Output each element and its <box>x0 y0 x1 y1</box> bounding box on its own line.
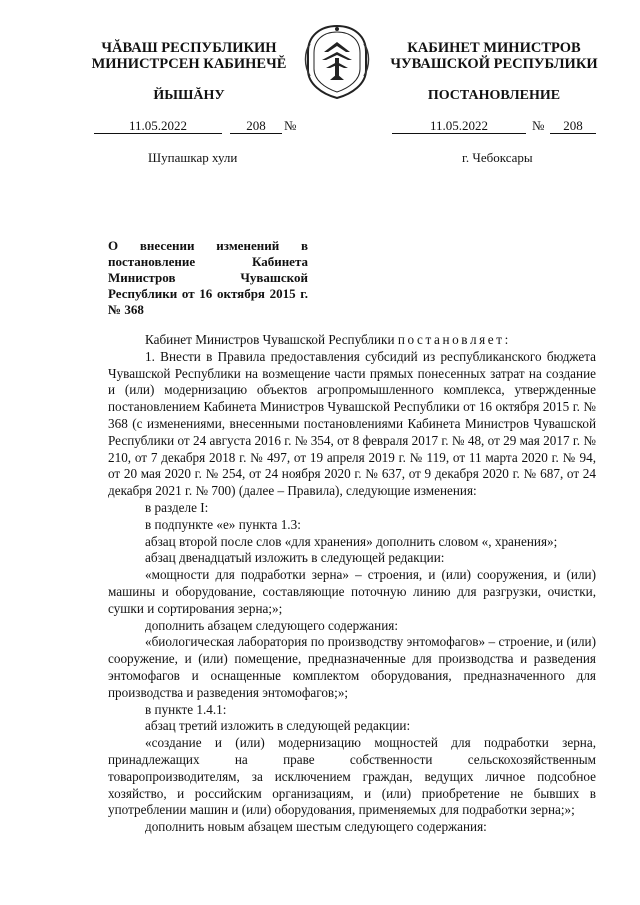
reg-line-right <box>392 118 600 134</box>
header-right-line2: ЧУВАШСКОЙ РЕСПУБЛИКИ <box>390 56 598 72</box>
body-paragraph: «биологическая лаборатория по производству энтомофагов» – строение, и (или) сооружение, и (или) помещение, предназначенные для производства и разведения энтомофагов и оснащенные комплектом оборудования, предназначенного для производства и разведения энтомофагов;»; <box>108 634 596 700</box>
reg-date-left: 11.05.2022 <box>94 118 222 134</box>
chuvash-coat-of-arms-icon <box>302 22 372 100</box>
body-paragraph: в подпункте «е» пункта 1.3: <box>145 516 301 532</box>
header-left-line2: МИНИСТРСЕН КАБИНЕЧĔ <box>91 56 287 72</box>
preamble <box>108 332 596 349</box>
preamble-verb: постановляет: <box>397 332 511 347</box>
place-left: Шупашкар хули <box>148 150 238 165</box>
reg-number-right: 208 <box>550 118 596 134</box>
header-right <box>378 40 610 72</box>
body-paragraph: 1. Внести в Правила предоставления субсидий из республиканского бюджета Чувашской Республики на возмещение части прямых понесенных затрат на создание и (или) модернизацию объектов агропромышленного комплекса, утвержденные постановлением Кабинета Министров Чувашской Республики от 16 октября 2015 г. № 368 (с изменениями, внесенными постановлениями Кабинета Министров Чувашской Республики от 24 августа 2016 г. № 354, от 8 февраля 2017 г. № 48, от 29 мая 2017 г. № 210, от 7 декабря 2018 г. № 497, от 19 апреля 2019 г. № 119, от 11 марта 2020 г. № 94, от 20 мая 2020 г. № 254, от 24 ноября 2020 г. № 637, от 9 декабря 2020 г. № 687, от 24 декабря 2021 г. № 700) (далее – Правила), следующие изменения: <box>108 348 596 499</box>
body-paragraph: в пункте 1.4.1: <box>145 701 227 717</box>
body-paragraph: абзац второй после слов «для хранения» дополнить словом «, хранения»; <box>145 533 558 549</box>
place-right: г. Чебоксары <box>462 150 533 165</box>
document-body <box>108 332 596 836</box>
header-left-line1: ЧĂВАШ РЕСПУБЛИКИН <box>101 40 277 56</box>
body-paragraph: дополнить абзацем следующего содержания: <box>145 617 399 633</box>
reg-line-left <box>94 118 308 134</box>
body-paragraph: абзац третий изложить в следующей редакции: <box>145 718 411 734</box>
body-paragraph: абзац двенадцатый изложить в следующей редакции: <box>145 550 445 566</box>
reg-number-left: 208 <box>230 118 282 134</box>
reg-num-sign-left: № <box>284 118 297 133</box>
preamble-prefix: Кабинет Министров Чувашской Республики <box>145 332 398 347</box>
body-paragraph: «создание и (или) модернизацию мощностей для подработки зерна, принадлежащих на праве собственности сельскохозяйственным товаропроизводителям, за исключением граждан, ведущих личное подсобное хозяйство, и российским организациям, и (или) приобретение не бывших в употреблении машин и (или) оборудования, применяемых для подработки зерна;»; <box>108 735 596 818</box>
reg-num-sign-right: № <box>532 118 545 133</box>
body-paragraph: дополнить новым абзацем шестым следующего содержания: <box>145 819 487 835</box>
header-left <box>84 40 294 72</box>
reg-date-right: 11.05.2022 <box>392 118 526 134</box>
header-right-line1: КАБИНЕТ МИНИСТРОВ <box>407 40 581 56</box>
doc-type-left: ЙЫШĂНУ <box>153 88 225 103</box>
body-paragraph: в разделе I: <box>145 499 209 515</box>
body-paragraph: «мощности для подработки зерна» – строения, и (или) сооружения, и (или) машины и оборудование, составляющие поточную линию для разгрузки, очистки, сушки и сортирования зерна;»; <box>108 567 596 616</box>
document-subject: О внесении изменений в постановление Кабинета Министров Чувашской Республики от 16 октября 2015 г. № 368 <box>108 238 308 317</box>
doc-type-right: ПОСТАНОВЛЕНИЕ <box>427 88 561 103</box>
